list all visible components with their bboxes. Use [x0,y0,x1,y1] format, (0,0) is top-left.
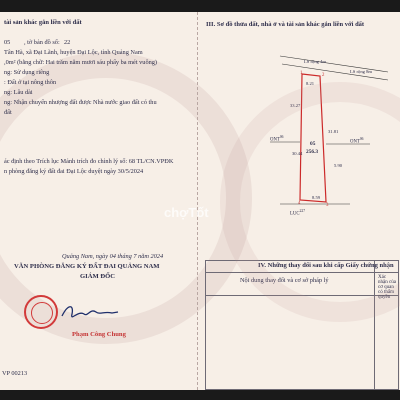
neighbor-bottom-code: LUC [290,211,300,217]
parcel-diagram [260,52,390,212]
edge-length-right-2: 5.90 [334,163,343,168]
left-header: tài sản khác gắn liền với đất [4,19,82,26]
neighbor-bottom-number: 227 [299,209,305,213]
table-header-divider [206,272,398,273]
chotot-watermark: chợTốt [164,205,209,220]
point-1: 1 [300,71,303,76]
neighbor-bottom-tag [290,210,305,217]
director-title: GIÁM ĐỐC [80,273,115,280]
neighbor-right-number: 06 [359,137,364,141]
map-road-label-2: LS rộng 8m [350,69,372,74]
edge-length-left: 33.27 [290,103,301,108]
origin-line-2: đất [4,109,12,116]
neighbor-right-code: ONT [350,139,360,145]
extract-reference-line: ác định theo Trích lục Mảnh trích đo chỉnh lý số: 68 TL/CN.VPĐK [4,158,174,165]
right-page [200,12,400,390]
section-3-title: III. Sơ đồ thửa đất, nhà ở và tài sản khác gắn liền với đất [206,21,365,28]
parcel-area-label: 256.3 [306,149,319,155]
signature-icon [60,302,120,324]
table-col-changes: Nội dung thay đổi và cơ sở pháp lý [240,277,329,284]
parcel-number-label: 05 [310,141,316,147]
edge-length-top: 8.21 [306,81,315,86]
neighbor-left-code: ONT [270,137,280,143]
neighbor-right-tag [350,138,363,145]
signer-name: Phạm Công Chung [72,331,126,338]
page-fold-line [197,12,199,390]
section-4-title: IV. Những thay đổi sau khi cấp Giấy chứng nhận [258,262,394,269]
area-line: ,0m² (bằng chữ: Hai trăm năm mươi sáu phẩy ba mét vuông) [4,59,157,66]
edge-length-left-2: 30.44 [292,151,303,156]
usage-form-line: ng: Sử dụng riêng [4,69,50,76]
table-col-confirmation: Xác nhận của cơ quan có thẩm quyền [378,275,396,300]
edge-length-right: 31.81 [328,129,339,134]
changes-table [205,260,399,390]
approval-line: n phòng đăng ký đất đai Đại Lộc duyệt ngày 30/5/2024 [4,168,144,175]
point-3: 3 [326,203,329,208]
point-2: 2 [322,73,325,78]
map-sheet-label: , tờ bản đồ số: [24,39,60,46]
address-line: Tân Hà, xã Đại Lãnh, huyện Đại Lộc, tỉnh Quảng Nam [4,49,143,56]
certificate-sheet [0,12,400,390]
land-purpose-line: : Đất ở tại nông thôn [4,79,57,86]
serial-number: VP 00213 [2,370,28,377]
neighbor-left-number: 06 [279,135,284,139]
official-seal-icon [24,295,58,329]
map-sheet-number: 22 [64,39,71,46]
neighbor-left-tag [270,136,283,143]
left-page [0,12,196,390]
plot-number: 05 [4,39,11,46]
edge-length-bottom: 8.59 [312,195,321,200]
usage-term-line: ng: Lâu dài [4,89,33,96]
table-column-divider [374,261,375,389]
map-road-label: LS rộng 4m [304,59,326,64]
point-4: 4 [298,201,301,206]
office-name: VĂN PHÒNG ĐĂNG KÝ ĐẤT ĐAI QUẢNG NAM [14,263,160,270]
table-row-divider [206,295,398,296]
issue-date: Quảng Nam, ngày 04 tháng 7 năm 2024 [62,253,164,260]
origin-line: ng: Nhận chuyển nhượng đất được Nhà nước giao đất có thu [4,99,157,106]
